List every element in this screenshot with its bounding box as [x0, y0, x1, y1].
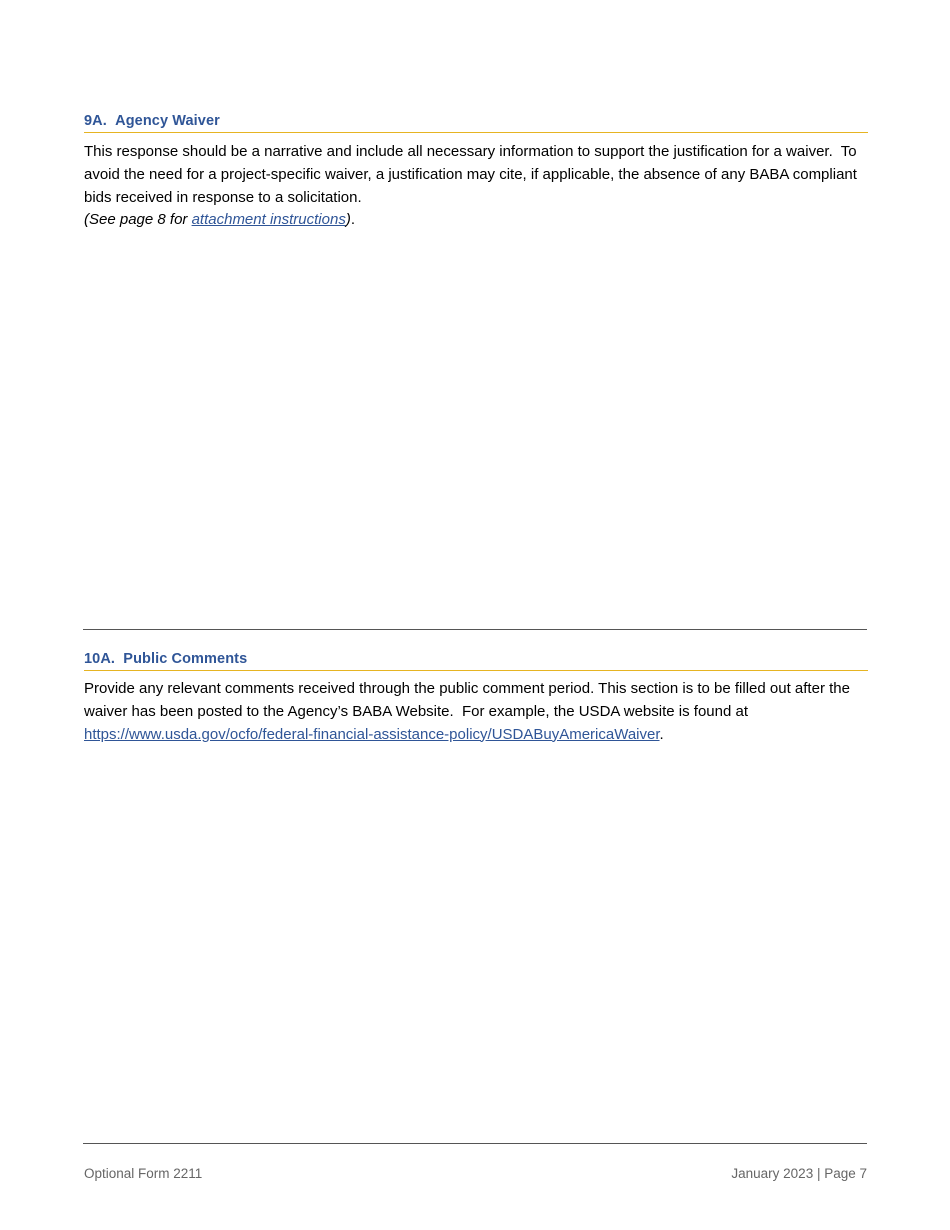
section-9a-heading [84, 113, 868, 133]
footer-divider [83, 1143, 867, 1144]
section-divider [83, 629, 867, 630]
section-10a-paragraph [84, 678, 868, 746]
section-10a-body [84, 678, 868, 746]
footer-form-name: Optional Form 2211 [84, 1166, 203, 1181]
section-9a-paragraph: This response should be a narrative and include all necessary information to support the justification for a waiver. To avoid the need for a project-specific waiver, a justification may cite, if applicable, the absence of any BABA compliant bids received in response to a solicitation. [84, 143, 857, 206]
footer-page-info: January 2023 | Page 7 [731, 1166, 867, 1181]
section-10a-text: Provide any relevant comments received through the public comment period. This section is to be filled out after the waiver has been posted to the Agency’s BABA Website. For example, the USDA website is found at [84, 680, 850, 720]
section-9a-number: 9A. [84, 113, 107, 129]
note-end: . [350, 211, 355, 229]
section-10a-number: 10A. [84, 651, 116, 667]
note-suffix: ) [345, 211, 351, 229]
section-10a-title: Public Comments [123, 651, 248, 667]
note-prefix: (See page 8 for [84, 211, 192, 229]
section-10a-heading [84, 651, 868, 671]
attachment-instructions-link[interactable]: attachment instructions [191, 211, 346, 229]
page-footer [84, 1166, 867, 1181]
link-end: . [659, 725, 664, 743]
usda-website-link[interactable]: https://www.usda.gov/ocfo/federal-financial-assistance-policy/USDABuyAmericaWaiver [84, 725, 660, 743]
section-9a-title: Agency Waiver [115, 113, 220, 129]
section-9a-body [84, 141, 868, 232]
section-9a-note [84, 209, 868, 232]
